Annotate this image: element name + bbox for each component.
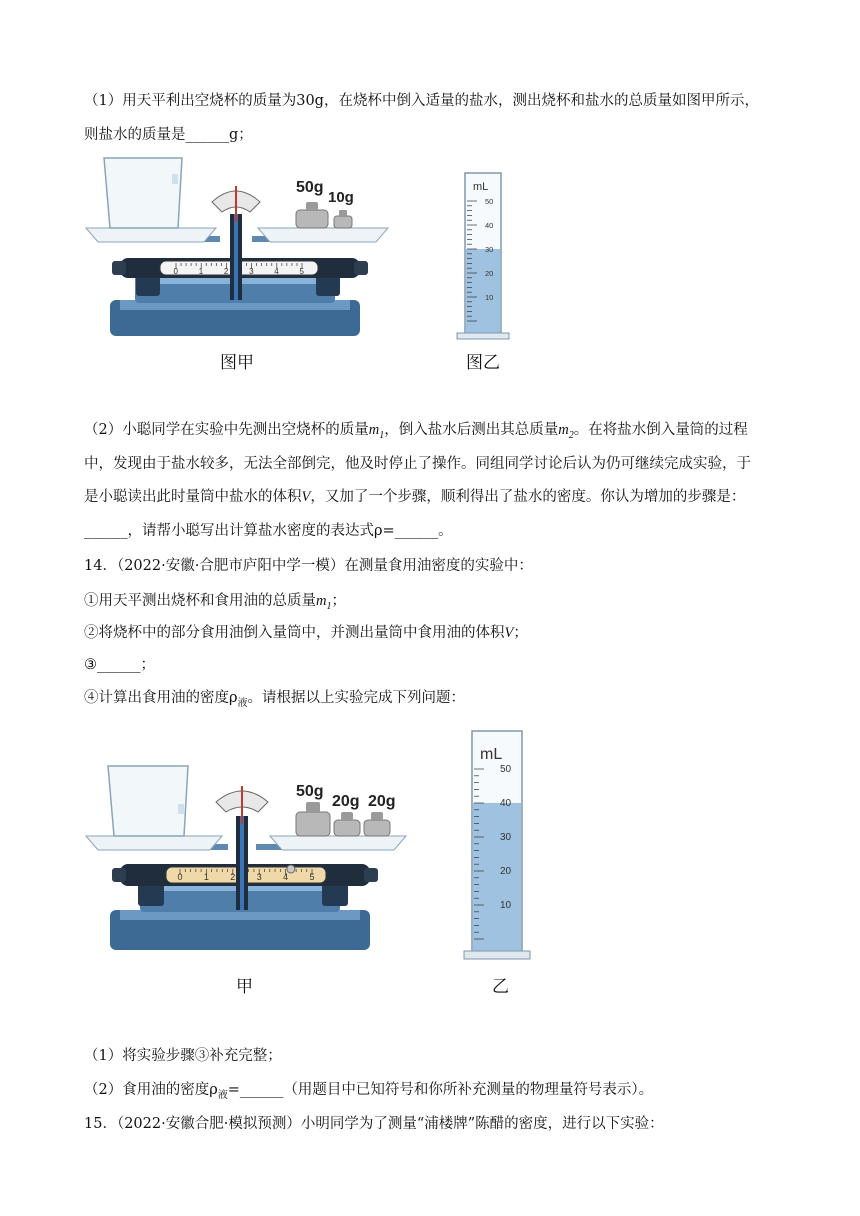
cylinder-tick-label: 30 <box>500 832 512 843</box>
q14-step1: ①用天平测出烧杯和食用油的总质量$m_1$； <box>84 593 346 612</box>
scale-tick-label: 5 <box>309 872 315 882</box>
scale-tick-label: 0 <box>177 872 183 882</box>
cylinder-tick-label: 10 <box>500 900 512 911</box>
scale-tick-label: 1 <box>198 267 204 276</box>
q14-answer1: （1）将实验步骤③补充完整； <box>84 1048 282 1064</box>
beaker <box>108 766 188 836</box>
scale-tick-label: 0 <box>173 267 178 276</box>
cylinder-tick-label: 50 <box>485 197 494 206</box>
cylinder-liquid <box>473 803 521 951</box>
scale-tick-label: 4 <box>274 267 279 276</box>
q13-part1-line1: （1）用天平利出空烧杯的质量为30g，在烧杯中倒入适量的盐水，测出烧杯和盐水的总质量如图甲所示， <box>84 93 759 109</box>
cylinder-tick-label: 20 <box>485 269 494 278</box>
figure-caption-jia-2: 甲 <box>236 977 253 997</box>
cylinder-unit: mL <box>480 746 503 763</box>
weight-label-10g: 10g <box>328 189 354 206</box>
scale-tick-label: 2 <box>223 267 229 276</box>
q13-part1-line2: 则盐水的质量是______g； <box>84 127 253 143</box>
cylinder-tick-label: 10 <box>485 293 494 302</box>
q14-step4: ④计算出食用油的密度$\rho_液$。请根据以上实验完成下列问题： <box>84 690 466 709</box>
cylinder-tick-label: 40 <box>500 798 512 809</box>
q14-step2: ②将烧杯中的部分食用油倒入量筒中，并测出量筒中食用油的体积V； <box>84 625 528 641</box>
scale-tick-label: 3 <box>249 267 254 276</box>
balance-figure-1 <box>80 150 420 350</box>
q13-part2-line3: 是小聪读出此时量筒中盐水的体积V，又加了一个步骤，顺利得出了盐水的密度。你认为增加的步骤是： <box>84 489 746 505</box>
cylinder-unit: mL <box>473 181 489 193</box>
weight-50g <box>296 812 330 836</box>
weight-20g-a <box>334 820 360 836</box>
scale-tick-label: 3 <box>256 872 262 882</box>
scale-tick-label: 1 <box>203 872 209 882</box>
scale-tick-label: 4 <box>283 872 289 882</box>
right-pan <box>258 228 388 242</box>
q14-title: 14．（2022·安徽·合肥市庐阳中学一模）在测量食用油密度的实验中： <box>84 558 533 574</box>
beaker <box>104 158 182 228</box>
weight-label-50g: 50g <box>296 783 324 800</box>
weight-label-50g: 50g <box>296 179 324 196</box>
cylinder-tick-label: 50 <box>500 764 512 775</box>
q13-part2-line2: 中，发现由于盐水较多，无法全部倒完，他及时停止了操作。同组同学讨论后认为仍可继续完成实验，于 <box>84 456 751 472</box>
balance-figure-2 <box>80 740 420 965</box>
rider[interactable] <box>287 865 295 873</box>
scale-tick-label: 2 <box>230 872 236 882</box>
figure-caption-jia-1: 图甲 <box>220 353 254 373</box>
weight-label-20g-b: 20g <box>368 793 396 810</box>
figure-caption-yi-1: 图乙 <box>466 353 500 373</box>
cylinder-liquid <box>466 249 500 333</box>
q14-answer2: （2）食用油的密度$\rho_液=\_\_\_\_\_\_$（用题目中已知符号和你所补充测量的物理量符号表示）。 <box>84 1082 654 1101</box>
q14-step3: ③______； <box>84 657 155 673</box>
measuring-cylinder-2 <box>460 725 540 965</box>
right-pan <box>270 836 406 850</box>
weight-label-20g-a: 20g <box>332 793 360 810</box>
cylinder-tick-label: 40 <box>485 221 494 230</box>
figure-caption-yi-2: 乙 <box>492 977 509 997</box>
weight-50g <box>296 210 328 228</box>
left-pan <box>86 836 222 850</box>
weight-20g-b <box>364 820 390 836</box>
q13-part2-line4: ______，请帮小聪写出计算盐水密度的表达式ρ=______。 <box>84 523 453 539</box>
measuring-cylinder-1 <box>455 165 515 345</box>
q13-part2-line1: （2）小聪同学在实验中先测出空烧杯的质量$m_1$，倒入盐水后测出其总质量$m_2$。在将盐水倒入量筒的过程 <box>84 422 748 441</box>
q15-title: 15．（2022·安徽合肥·模拟预测）小明同学为了测量“浦楼牌”陈醋的密度，进行以下实验： <box>84 1116 664 1132</box>
left-pan <box>86 228 216 242</box>
scale-tick-label: 5 <box>299 267 304 276</box>
cylinder-tick-label: 20 <box>500 866 512 877</box>
weight-10g <box>334 216 352 228</box>
cylinder-tick-label: 30 <box>485 245 494 254</box>
